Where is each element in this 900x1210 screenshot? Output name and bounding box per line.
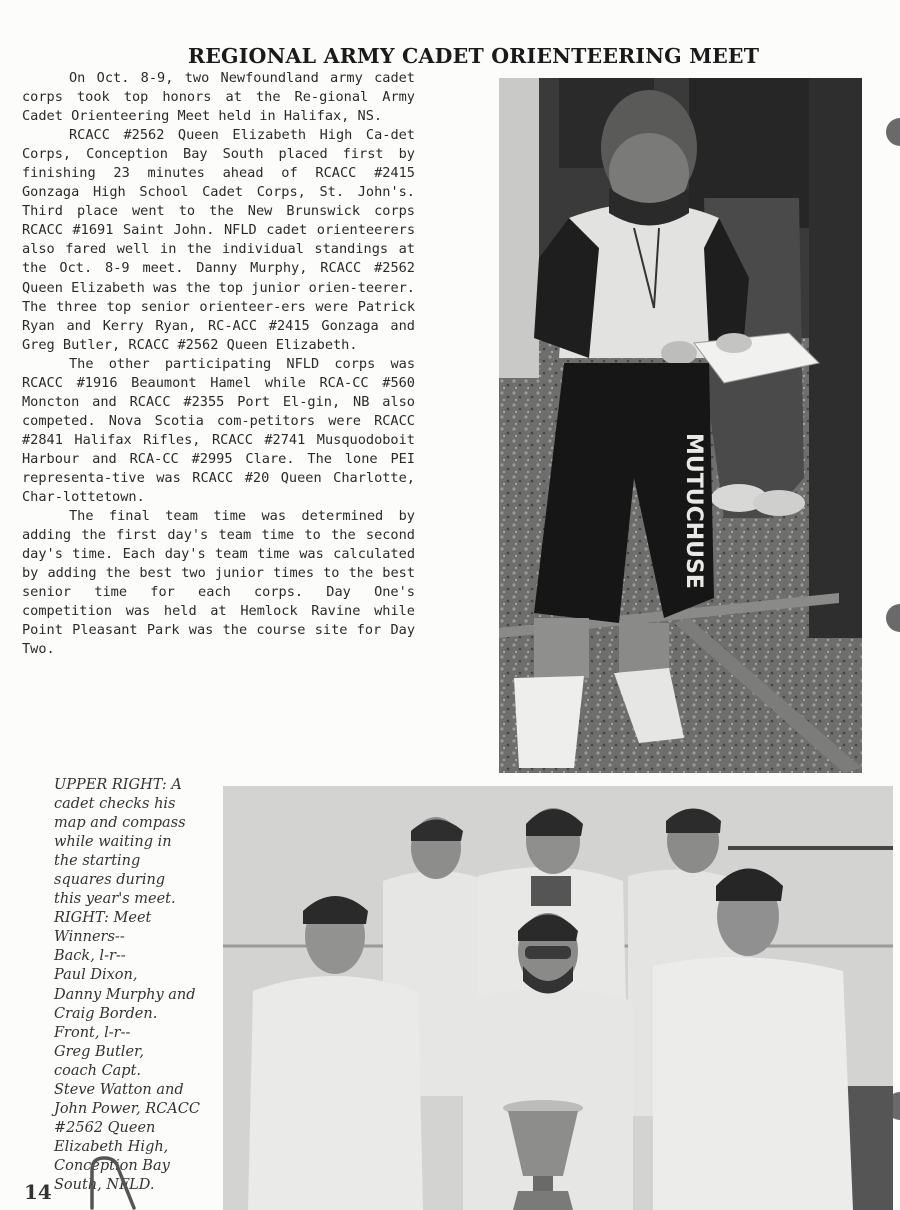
paper-clip-icon [84,1152,144,1210]
binder-hole [886,604,900,632]
pants-lettering: MUTUCHUSE [681,433,706,589]
article-paragraph: The final team time was determined by adding the first day's team time to the second day's time. Each day's team time was calculated by adding the best two junior times to the best senior time for each corps. Day One's competition was held at Hemlock Ravine while Point Pleasant Park was the course site for Day Two. [22,508,415,658]
photo-cadet-checking-map [499,78,862,773]
article-body [22,69,415,659]
photo-caption: UPPER RIGHT: A cadet checks his map and compass while waiting in the starting squares during this year's meet. RIGHT: Meet Winners-- Back, l-r-- Paul Dixon, Danny Murphy and Craig Borden. Front, l-r-- Greg Butler, coach Capt. Steve Watton and John Power, RCACC #2562 Queen Elizabeth High, Conception Bay South, NFLD. [54,777,200,1193]
cadet-photo-image [499,78,862,773]
team-photo-image [223,786,893,1210]
article-paragraph: On Oct. 8-9, two Newfoundland army cadet corps took top honors at the Re-gional Army Cadet Orienteering Meet held in Halifax, NS. [22,70,415,125]
photo-meet-winners [223,786,893,1210]
binder-hole [886,118,900,146]
article-paragraph: RCACC #2562 Queen Elizabeth High Ca-det Corps, Conception Bay South placed first by finishing 23 minutes ahead of RCACC #2415 Gonzaga High School Cadet Corps, St. John's. Third place went to the New Brunswick corps RCACC #1691 Saint John. NFLD cadet orienteerers also fared well in the individual standings at the Oct. 8-9 meet. Danny Murphy, RCACC #2562 Queen Elizabeth was the top junior orien-teerer. The three top senior orienteer-ers were Patrick Ryan and Kerry Ryan, RC-ACC #2415 Gonzaga and Greg Butler, RCACC #2562 Queen Elizabeth. [22,127,415,353]
page-number: 14 [24,1180,52,1204]
article-paragraph: The other participating NFLD corps was RCACC #1916 Beaumont Hamel while RCA-CC #560 Moncton and RCACC #2355 Port El-gin, NB also competed. Nova Scotia com-petitors were RCACC #2841 Halifax Rifles, RCACC #2741 Musquodoboit Harbour and RCA-CC #2995 Clare. The lone PEI representa-tive was RCACC #20 Queen Charlotte, Char-lottetown. [22,355,415,506]
article-title: REGIONAL ARMY CADET ORIENTEERING MEET [188,44,760,68]
